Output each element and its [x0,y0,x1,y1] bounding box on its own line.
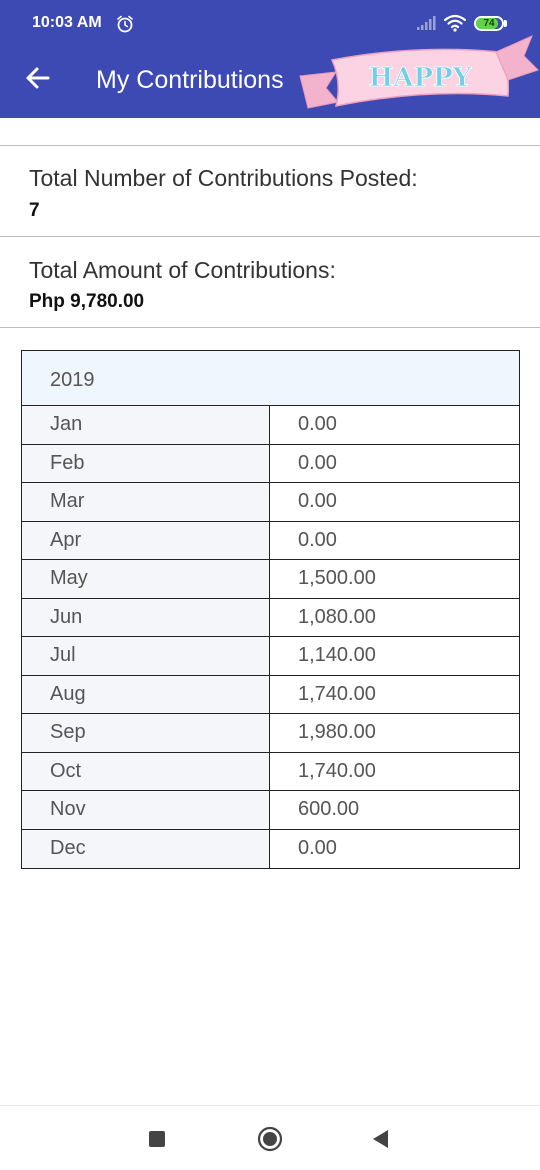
arrow-back-icon[interactable] [20,60,56,96]
year-header [22,351,519,406]
table-row [22,445,519,484]
month-cell: Dec [22,830,270,869]
amount-cell: 1,980.00 [270,714,519,752]
amount-cell: 1,080.00 [270,599,519,637]
month-cell: Oct [22,753,270,791]
amount-cell: 0.00 [270,522,519,560]
amount-cell: 1,140.00 [270,637,519,675]
table-row [22,753,519,792]
ribbon-text: HAPPY [368,63,472,93]
recents-square-icon[interactable] [149,1131,165,1147]
amount-cell: 1,500.00 [270,560,519,598]
month-cell: Jan [22,406,270,444]
amount-cell: 0.00 [270,483,519,521]
month-cell: Jun [22,599,270,637]
table-row [22,406,519,445]
happy-ribbon-sticker [296,30,540,128]
table-row [22,483,519,522]
divider [0,236,540,237]
month-cell: May [22,560,270,598]
month-cell: Apr [22,522,270,560]
total-count-value: 7 [29,200,40,221]
table-row [22,560,519,599]
total-count-label: Total Number of Contributions Posted: [29,165,418,191]
month-cell: Feb [22,445,270,483]
signal-icon [416,15,438,31]
back-triangle-icon[interactable] [370,1128,390,1150]
table-row [22,791,519,830]
month-cell: Aug [22,676,270,714]
amount-cell: 0.00 [270,406,519,444]
amount-cell: 1,740.00 [270,676,519,714]
amount-cell: 1,740.00 [270,753,519,791]
table-row [22,830,519,869]
amount-cell: 0.00 [270,445,519,483]
year-label: 2019 [50,369,95,391]
total-amount-label: Total Amount of Contributions: [29,257,336,283]
amount-cell: 600.00 [270,791,519,829]
amount-cell: 0.00 [270,830,519,869]
month-cell: Mar [22,483,270,521]
status-time: 10:03 AM [32,14,102,31]
table-row [22,522,519,561]
table-row [22,676,519,715]
contributions-table [21,350,520,869]
table-row [22,637,519,676]
battery-level: 74 [483,18,495,29]
month-cell: Jul [22,637,270,675]
total-amount-value: Php 9,780.00 [29,291,145,312]
divider [0,145,540,146]
table-row [22,599,519,638]
home-circle-icon[interactable] [257,1126,283,1152]
month-cell: Nov [22,791,270,829]
month-cell: Sep [22,714,270,752]
page-title: My Contributions [96,66,284,94]
app-bar [0,40,540,118]
table-row [22,714,519,753]
divider [0,327,540,328]
alarm-icon [116,15,134,33]
system-nav-bar [0,1105,540,1170]
